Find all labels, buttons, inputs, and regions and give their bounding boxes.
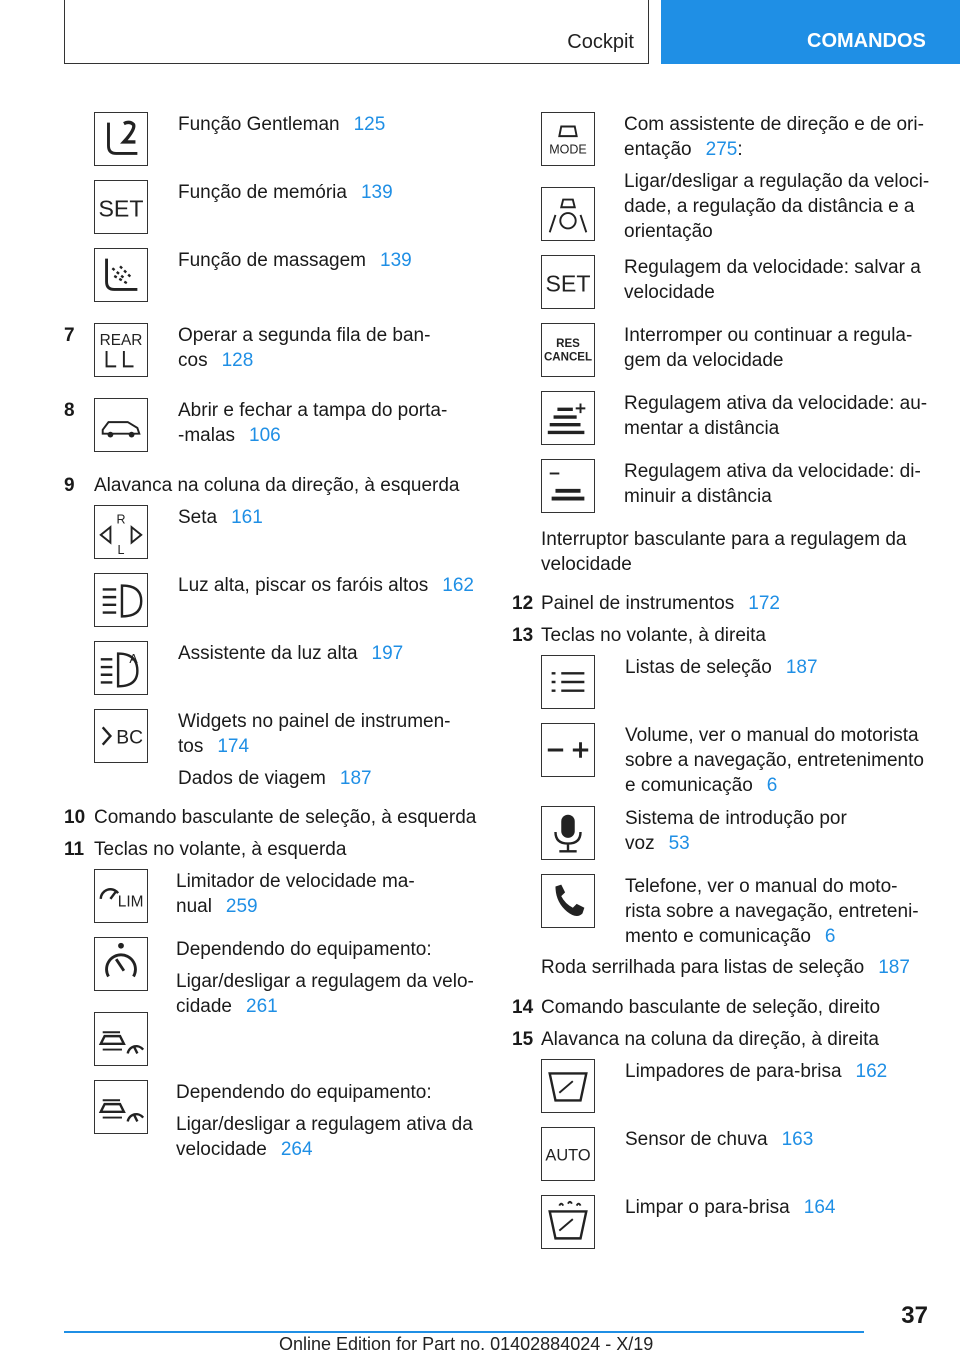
turn-signal-icon <box>94 505 148 559</box>
svg-text:AUTO: AUTO <box>545 1146 591 1165</box>
cruise-control-ref[interactable]: 261 <box>246 996 278 1017</box>
distance-minus-label: Regulagem ativa da velocidade: di- minuir a distância <box>624 461 921 507</box>
massage-label: Função de massagem 139 <box>178 250 412 271</box>
svg-text:LIM: LIM <box>117 893 144 911</box>
svg-text:A: A <box>129 652 138 667</box>
footer-divider <box>64 1331 864 1333</box>
active-cruise-label: Dependendo do equipamento: Ligar/desligar a regulagem ativa da velocidade 264 <box>176 1082 473 1160</box>
voice-ref[interactable]: 53 <box>668 833 690 854</box>
speed-limiter-ref[interactable]: 259 <box>225 896 258 917</box>
high-beam-icon <box>94 573 148 627</box>
thumbwheel-label: Roda serrilhada para listas de seleção 187 <box>541 957 910 978</box>
cruise-control-label: Dependendo do equipamento: Ligar/desligar a regulagem da velo- cidade 261 <box>176 939 474 1017</box>
thumbwheel-ref[interactable]: 187 <box>878 957 910 978</box>
item-number: 14 <box>512 997 534 1018</box>
steering-assist-label: Com assistente de direção e de ori- entação 275: <box>624 114 924 160</box>
res-cancel-icon <box>541 323 595 377</box>
distance-plus-icon <box>541 391 595 445</box>
massage-icon <box>94 248 148 302</box>
header-section-box <box>64 0 649 64</box>
item-number: 10 <box>64 807 86 828</box>
high-beam-assist-icon <box>94 641 148 695</box>
voice-label: Sistema de introdução por voz 53 <box>625 808 847 854</box>
bc-button-icon <box>94 709 148 763</box>
widgets-ref[interactable]: 174 <box>217 736 250 757</box>
rear-seat-label: Operar a segunda fila de ban- cos 128 <box>178 325 431 371</box>
rear-seat-ref[interactable]: 128 <box>221 350 254 371</box>
washer-icon <box>541 1195 595 1249</box>
cruise-control-icon <box>94 937 148 991</box>
rain-sensor-label: Sensor de chuva 163 <box>625 1129 814 1150</box>
cruise-car-icon <box>94 1012 148 1066</box>
set-speed-label: Regulagem da velocidade: salvar a velocidade <box>624 257 921 303</box>
rain-sensor-ref[interactable]: 163 <box>781 1129 814 1150</box>
instrument-cluster-ref[interactable]: 172 <box>748 593 780 614</box>
item-number: 12 <box>512 593 534 614</box>
speed-limiter-label: Limitador de velocidade ma- nual 259 <box>176 871 415 917</box>
left-stalk-label: Alavanca na coluna da direção, à esquerda <box>94 475 460 496</box>
driving-assist-icon <box>541 187 595 241</box>
gentleman-icon <box>94 112 148 166</box>
svg-text:MODE: MODE <box>549 142 587 157</box>
item-number: 8 <box>64 400 75 421</box>
high-beam-assist-ref[interactable]: 197 <box>371 643 404 664</box>
mode-icon <box>541 112 595 166</box>
item-number: 7 <box>64 325 75 346</box>
volume-ref[interactable]: 6 <box>766 775 778 796</box>
high-beam-label: Luz alta, piscar os faróis altos 162 <box>178 575 474 596</box>
massage-ref[interactable]: 139 <box>380 250 412 271</box>
selection-lists-ref[interactable]: 187 <box>785 657 818 678</box>
wipers-ref[interactable]: 162 <box>855 1061 888 1082</box>
gentleman-label: Função Gentleman 125 <box>178 114 386 135</box>
rear-seat-icon <box>94 323 148 377</box>
clean-windshield-ref[interactable]: 164 <box>803 1197 836 1218</box>
phone-icon <box>541 874 595 928</box>
svg-text:RES: RES <box>556 338 580 351</box>
list-icon <box>541 655 595 709</box>
selection-lists-label: Listas de seleção 187 <box>625 657 818 678</box>
wipers-label: Limpadores de para-brisa 162 <box>625 1061 888 1082</box>
item-number: 13 <box>512 625 534 646</box>
set-memory-icon <box>94 180 148 234</box>
footer-text: Online Edition for Part no. 01402884024 - X/19 <box>279 1334 654 1354</box>
item-number: 9 <box>64 475 75 496</box>
tailgate-label: Abrir e fechar a tampa do porta- -malas 106 <box>178 400 448 446</box>
header-chapter-tab <box>661 0 960 64</box>
turn-signal-label: Seta 161 <box>178 507 263 528</box>
item-number: 15 <box>512 1029 534 1050</box>
turn-signal-ref[interactable]: 161 <box>231 507 263 528</box>
high-beam-ref[interactable]: 162 <box>442 575 474 596</box>
svg-text:L: L <box>117 543 125 558</box>
widgets-label: Widgets no painel de instrumen- tos 174 <box>178 711 451 757</box>
trip-data-ref[interactable]: 187 <box>339 768 372 789</box>
item-number: 11 <box>64 839 85 860</box>
left-wheel-buttons-label: Teclas no volante, à esquerda <box>94 839 347 860</box>
wiper-icon <box>541 1059 595 1113</box>
high-beam-assist-label: Assistente da luz alta 197 <box>178 643 404 664</box>
distance-plus-label: Regulagem ativa da velocidade: au- mentar a distância <box>624 393 928 439</box>
tailgate-ref[interactable]: 106 <box>249 425 281 446</box>
page-number: 37 <box>901 1302 928 1329</box>
instrument-cluster-label: Painel de instrumentos 172 <box>541 593 780 614</box>
phone-label: Telefone, ver o manual do moto- rista sobre a navegação, entreteni- mento e comunicação 6 <box>625 876 919 947</box>
memory-ref[interactable]: 139 <box>360 182 393 203</box>
set-speed-icon <box>541 255 595 309</box>
right-stalk-label: Alavanca na coluna da direção, à direita <box>541 1029 880 1050</box>
steering-assist-ref[interactable]: 275 <box>705 139 738 160</box>
right-rocker-label: Comando basculante de seleção, direito <box>541 997 881 1018</box>
tailgate-icon <box>94 398 148 452</box>
right-wheel-buttons-label: Teclas no volante, à direita <box>541 625 766 646</box>
header-chapter-title: COMANDOS <box>807 30 926 52</box>
volume-icon <box>541 723 595 777</box>
speed-limiter-icon <box>94 869 148 923</box>
auto-rain-icon <box>541 1127 595 1181</box>
phone-ref[interactable]: 6 <box>824 926 836 947</box>
svg-text:R: R <box>116 512 126 527</box>
header-section-title: Cockpit <box>567 31 634 53</box>
rocker-switch-label: Interruptor basculante para a regulagem da velocidade <box>541 529 907 575</box>
volume-label: Volume, ver o manual do motorista sobre a navegação, entretenimento e comunicação 6 <box>625 725 924 796</box>
gentleman-ref[interactable]: 125 <box>353 114 386 135</box>
distance-minus-icon <box>541 459 595 513</box>
svg-text:BC: BC <box>116 727 144 749</box>
trip-data-label: Dados de viagem 187 <box>178 768 372 789</box>
svg-text:SET: SET <box>545 270 591 297</box>
active-cruise-icon <box>94 1080 148 1134</box>
svg-text:REAR: REAR <box>99 332 143 350</box>
res-cancel-label: Interromper ou continuar a regula- gem da velocidade <box>624 325 913 371</box>
left-rocker-label: Comando basculante de seleção, à esquerda <box>94 807 477 828</box>
driving-assist-label: Ligar/desligar a regulação da veloci- dade, a regulação da distância e a orientação <box>624 171 930 242</box>
memory-label: Função de memória 139 <box>178 182 393 203</box>
microphone-icon <box>541 806 595 860</box>
svg-text:SET: SET <box>98 195 144 222</box>
clean-windshield-label: Limpar o para-brisa 164 <box>625 1197 836 1218</box>
svg-text:CANCEL: CANCEL <box>543 351 593 364</box>
active-cruise-ref[interactable]: 264 <box>280 1139 313 1160</box>
